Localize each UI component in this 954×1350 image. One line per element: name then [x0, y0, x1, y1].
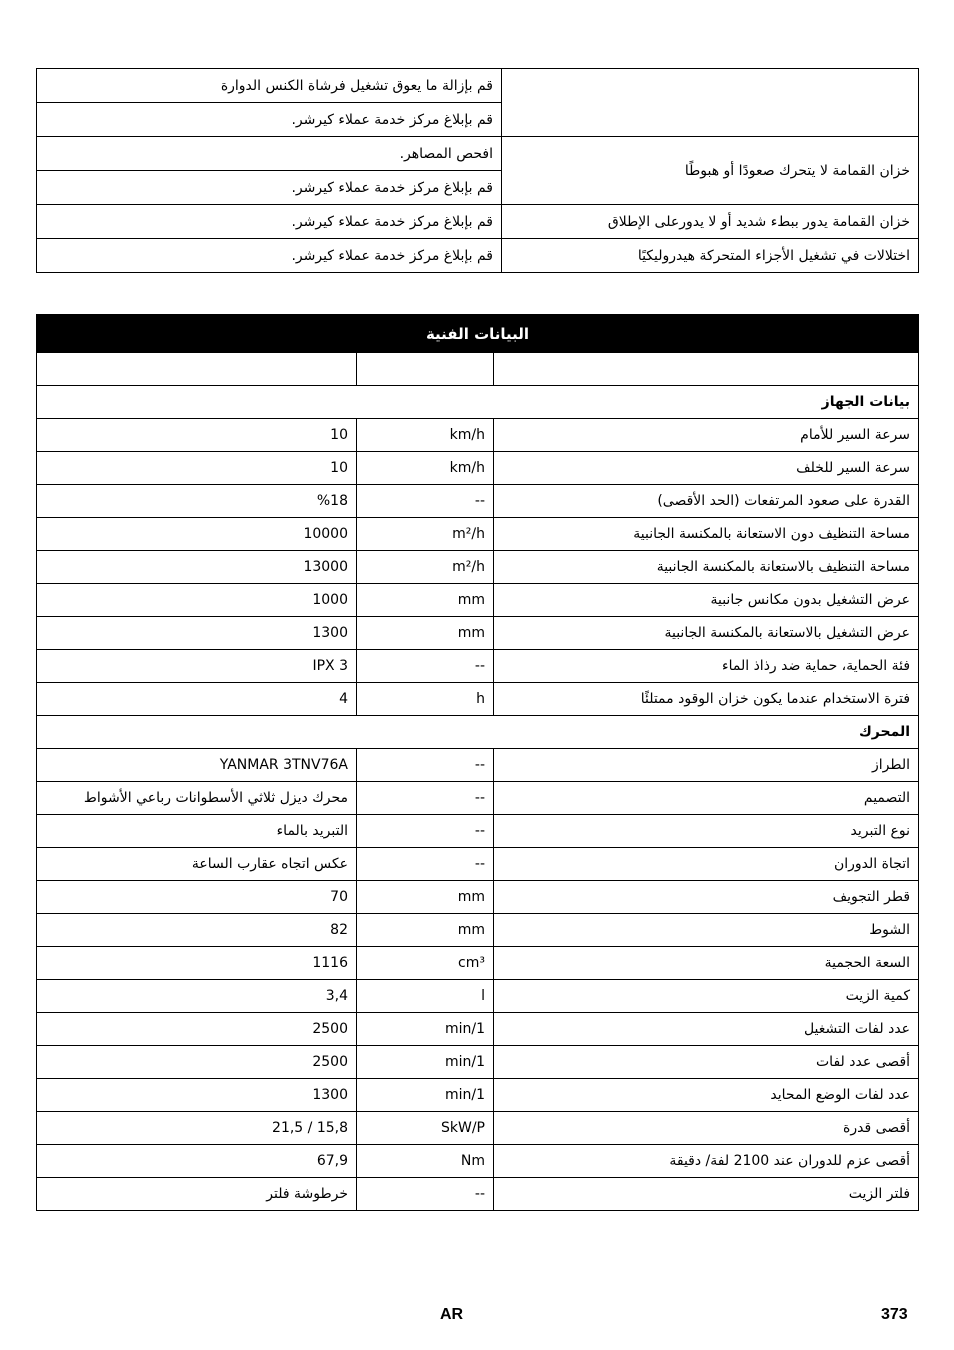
table-row [37, 617, 919, 650]
remedy-cell: قم بإبلاغ مركز خدمة عملاء كيرشر. [37, 205, 502, 239]
value-cell: 4 [37, 683, 357, 716]
unit-cell: km/h [357, 419, 494, 452]
unit-cell: min/1 [357, 1013, 494, 1046]
footer-page-number: 373 [881, 1306, 908, 1323]
value-cell: 1300 [37, 1079, 357, 1112]
empty-header-cell [37, 353, 357, 386]
value-cell: خرطوشة فلتر [37, 1178, 357, 1211]
table-row [37, 518, 919, 551]
unit-cell: mm [357, 914, 494, 947]
parameter-cell: الشوط [494, 914, 919, 947]
parameter-cell: عرض التشغيل بالاستعانة بالمكنسة الجانبية [494, 617, 919, 650]
section-row [37, 716, 919, 749]
table-row [37, 1013, 919, 1046]
parameter-cell: أقصى قدرة [494, 1112, 919, 1145]
fault-cell: اختلالات في تشغيل الأجزاء المتحركة هيدروليكيًا [502, 239, 919, 273]
parameter-cell: سرعة السير للخلف [494, 452, 919, 485]
value-cell: 70 [37, 881, 357, 914]
unit-cell: -- [357, 815, 494, 848]
value-cell: IPX 3 [37, 650, 357, 683]
table-row [37, 1046, 919, 1079]
table-row [37, 881, 919, 914]
parameter-cell: الطراز [494, 749, 919, 782]
parameter-cell: أقصى عزم للدوران عند 2100 لفة/ دقيقة [494, 1145, 919, 1178]
unit-cell: -- [357, 650, 494, 683]
table-row [37, 1079, 919, 1112]
unit-cell: min/1 [357, 1079, 494, 1112]
unit-cell: l [357, 980, 494, 1013]
table-row [37, 485, 919, 518]
table-row [37, 1145, 919, 1178]
technical-data-title: البيانات الفنية [37, 315, 919, 353]
unit-cell: mm [357, 584, 494, 617]
table-row [37, 980, 919, 1013]
unit-cell: min/1 [357, 1046, 494, 1079]
parameter-cell: السعة الحجمية [494, 947, 919, 980]
parameter-cell: اتجاة الدوران [494, 848, 919, 881]
parameter-cell: مساحة التنظيف دون الاستعانة بالمكنسة الجانبية [494, 518, 919, 551]
unit-cell: -- [357, 485, 494, 518]
table-row [37, 205, 919, 239]
parameter-cell: قطر التجويف [494, 881, 919, 914]
empty-header-cell [357, 353, 494, 386]
value-cell: 10 [37, 452, 357, 485]
fault-cell [502, 69, 919, 137]
unit-cell: -- [357, 1178, 494, 1211]
unit-cell: h [357, 683, 494, 716]
value-cell: 3,4 [37, 980, 357, 1013]
parameter-cell: عدد لفات التشغيل [494, 1013, 919, 1046]
unit-cell: -- [357, 782, 494, 815]
value-cell: 1300 [37, 617, 357, 650]
fault-cell: خزان القمامة لا يتحرك صعودًا أو هبوطًا [502, 137, 919, 205]
table-row [37, 69, 919, 103]
remedy-cell: قم بإبلاغ مركز خدمة عملاء كيرشر. [37, 171, 502, 205]
value-cell: 67,9 [37, 1145, 357, 1178]
parameter-cell: فلتر الزيت [494, 1178, 919, 1211]
unit-cell: m²/h [357, 551, 494, 584]
value-cell: عكس اتجاه عقارب الساعة [37, 848, 357, 881]
unit-cell: Nm [357, 1145, 494, 1178]
table-row [37, 782, 919, 815]
value-cell: 10000 [37, 518, 357, 551]
unit-cell: km/h [357, 452, 494, 485]
table-row [37, 914, 919, 947]
value-cell: 1116 [37, 947, 357, 980]
section-heading: بيانات الجهاز [37, 386, 919, 419]
unit-cell: m²/h [357, 518, 494, 551]
fault-cell: خزان القمامة يدور ببطء شديد أو لا يدورعلى الإطلاق [502, 205, 919, 239]
table-row [37, 551, 919, 584]
table-row [37, 848, 919, 881]
technical-data-table [36, 314, 919, 1211]
remedy-cell: قم بإزالة ما يعوق تشغيل فرشاة الكنس الدوارة [37, 69, 502, 103]
parameter-cell: القدرة على صعود المرتفعات (الحد الأقصى) [494, 485, 919, 518]
table-header-row [37, 353, 919, 386]
parameter-cell: فترة الاستخدام عندما يكون خزان الوقود ممتلئًا [494, 683, 919, 716]
unit-cell: SkW/P [357, 1112, 494, 1145]
table-row [37, 584, 919, 617]
value-cell: 1000 [37, 584, 357, 617]
value-cell: 13000 [37, 551, 357, 584]
table-row [37, 1178, 919, 1211]
unit-cell: mm [357, 881, 494, 914]
footer-language: AR [440, 1306, 464, 1323]
value-cell: 82 [37, 914, 357, 947]
table-row [37, 419, 919, 452]
table-title-row [37, 315, 919, 353]
parameter-cell: أقصى عدد لفات [494, 1046, 919, 1079]
parameter-cell: سرعة السير للأمام [494, 419, 919, 452]
table-row [37, 749, 919, 782]
table-row [37, 239, 919, 273]
parameter-cell: كمية الزيت [494, 980, 919, 1013]
value-cell: %18 [37, 485, 357, 518]
remedy-cell: قم بإبلاغ مركز خدمة عملاء كيرشر. [37, 103, 502, 137]
table-row [37, 1112, 919, 1145]
remedy-cell: قم بإبلاغ مركز خدمة عملاء كيرشر. [37, 239, 502, 273]
parameter-cell: عدد لفات الوضع المحايد [494, 1079, 919, 1112]
table-row [37, 452, 919, 485]
unit-cell: cm³ [357, 947, 494, 980]
value-cell: 21,5 / 15,8 [37, 1112, 357, 1145]
value-cell: التبريد بالماء [37, 815, 357, 848]
value-cell: 2500 [37, 1013, 357, 1046]
table-row [37, 683, 919, 716]
section-heading: المحرك [37, 716, 919, 749]
section-row [37, 386, 919, 419]
parameter-cell: فئة الحماية، حماية ضد رذاذ الماء [494, 650, 919, 683]
troubleshooting-table [36, 68, 919, 273]
table-row [37, 947, 919, 980]
value-cell: 10 [37, 419, 357, 452]
empty-header-cell [494, 353, 919, 386]
value-cell: YANMAR 3TNV76A [37, 749, 357, 782]
unit-cell: -- [357, 848, 494, 881]
unit-cell: -- [357, 749, 494, 782]
parameter-cell: التصميم [494, 782, 919, 815]
table-row [37, 815, 919, 848]
unit-cell: mm [357, 617, 494, 650]
value-cell: محرك ديزل ثلاثي الأسطوانات رباعي الأشواط [37, 782, 357, 815]
table-row [37, 137, 919, 171]
remedy-cell: افحص المصاهر. [37, 137, 502, 171]
parameter-cell: مساحة التنظيف بالاستعانة بالمكنسة الجانبية [494, 551, 919, 584]
table-row [37, 650, 919, 683]
value-cell: 2500 [37, 1046, 357, 1079]
parameter-cell: نوع التبريد [494, 815, 919, 848]
parameter-cell: عرض التشغيل بدون مكانس جانبية [494, 584, 919, 617]
